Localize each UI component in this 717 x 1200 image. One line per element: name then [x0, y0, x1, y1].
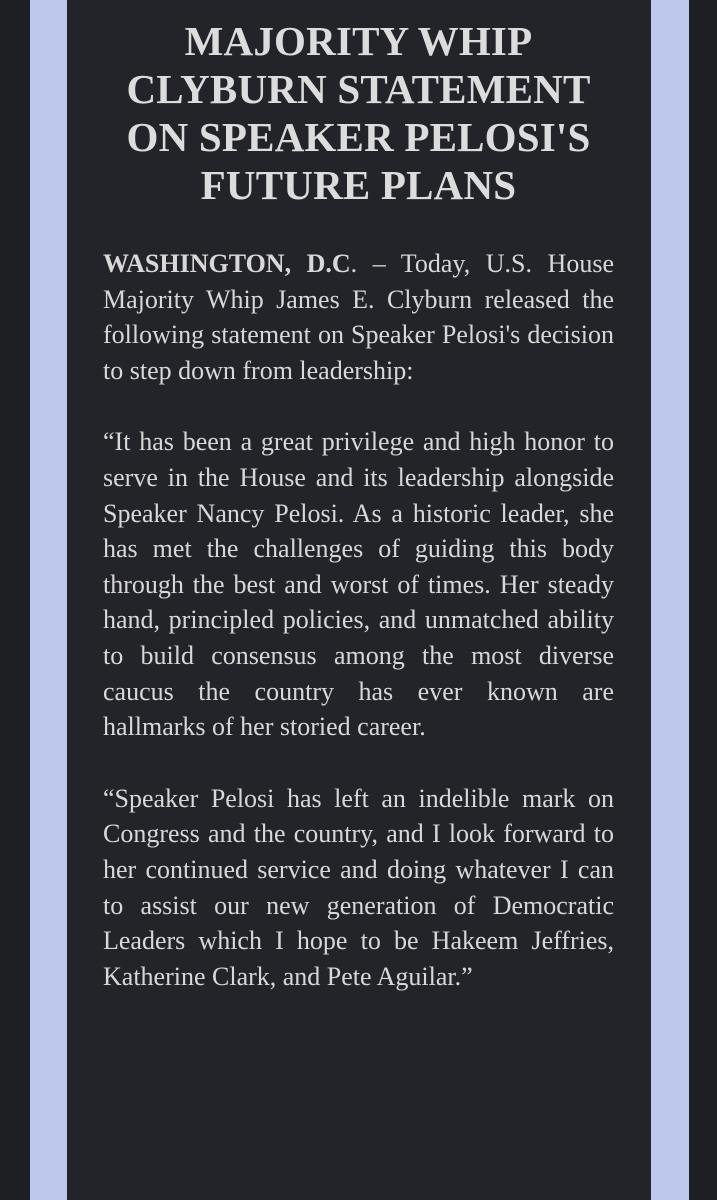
- statement-content: [103, 17, 614, 994]
- left-accent-stripe: [30, 0, 67, 1200]
- dateline: WASHINGTON, D.C: [103, 249, 351, 278]
- left-margin: [0, 0, 30, 1200]
- statement-panel: [67, 0, 651, 1200]
- right-margin: [689, 0, 717, 1200]
- right-accent-stripe: [651, 0, 689, 1200]
- quote-paragraph-1: “It has been a great privilege and high honor to serve in the House and its leadership alongside Speaker Nancy Pelosi. As a historic leader, she has met the challenges of guiding this body through the best and worst of times. Her steady hand, principled policies, and unmatched ability to build consensus among the most diverse caucus the country has ever known are hallmarks of her storied career.: [103, 427, 614, 742]
- quote-paragraph-2: “Speaker Pelosi has left an indelible mark on Congress and the country, and I look forward to her continued service and doing whatever I can to assist our new generation of Democratic Leaders which I hope to be Hakeem Jeffries, Katherine Clark, and Pete Aguilar.”: [103, 783, 614, 991]
- statement-title: MAJORITY WHIP CLYBURN STATEMENT ON SPEAKER PELOSI'S FUTURE PLANS: [126, 18, 591, 208]
- intro-text: . – Today, U.S. House Majority Whip James E. Clyburn released the following statement on Speaker Pelosi's decision to step down from leadership:: [103, 249, 614, 385]
- intro-paragraph: [103, 246, 614, 388]
